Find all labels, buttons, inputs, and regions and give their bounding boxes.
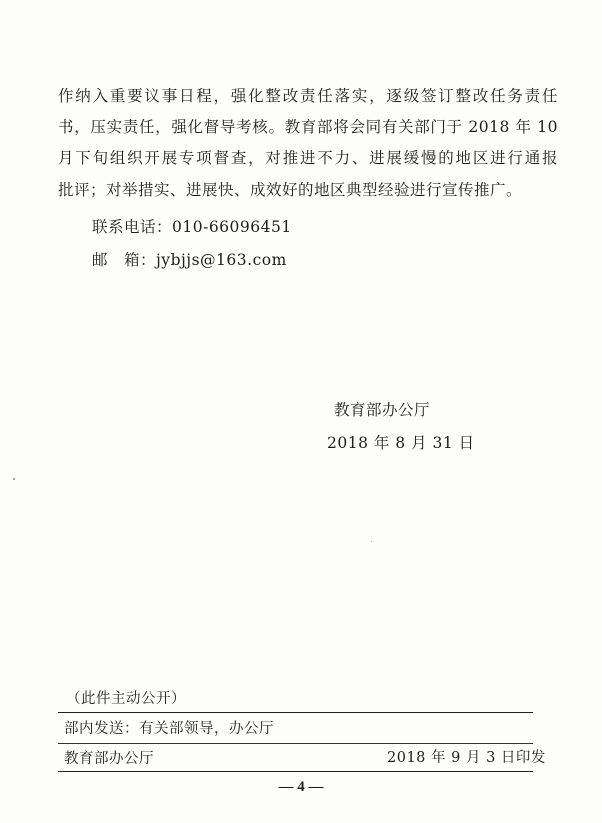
signature-date: 2018 年 8 月 31 日	[327, 434, 475, 452]
footer-rule-top	[58, 712, 533, 713]
body-line-3: 月下旬组织开展专项督查，对推进不力、进展缓慢的地区进行通报	[58, 149, 558, 167]
signature-issuer: 教育部办公厅	[334, 401, 431, 419]
contact-phone: 联系电话：010-66096451	[92, 218, 292, 236]
distribution-line: 部内发送：有关部领导，办公厅	[64, 721, 274, 737]
disclosure-note: （此件主动公开）	[66, 691, 186, 707]
contact-email: 邮 箱：jybjjs@163.com	[92, 251, 287, 269]
body-line-2: 书，压实责任，强化督导考核。教育部将会同有关部门于 2018 年 10	[58, 118, 558, 136]
scan-speck	[371, 541, 372, 542]
print-office: 教育部办公厅	[64, 751, 154, 767]
page-number: — 4 —	[278, 779, 324, 795]
print-date: 2018 年 9 月 3 日印发	[387, 750, 546, 766]
scan-speck	[13, 478, 15, 480]
footer-rule-bottom	[58, 771, 533, 772]
body-line-4: 批评；对举措实、进展快、成效好的地区典型经验进行宣传推广。	[58, 181, 523, 199]
footer-rule-middle	[58, 743, 533, 744]
body-line-1: 作纳入重要议事日程，强化整改责任落实，逐级签订整改任务责任	[58, 87, 558, 105]
